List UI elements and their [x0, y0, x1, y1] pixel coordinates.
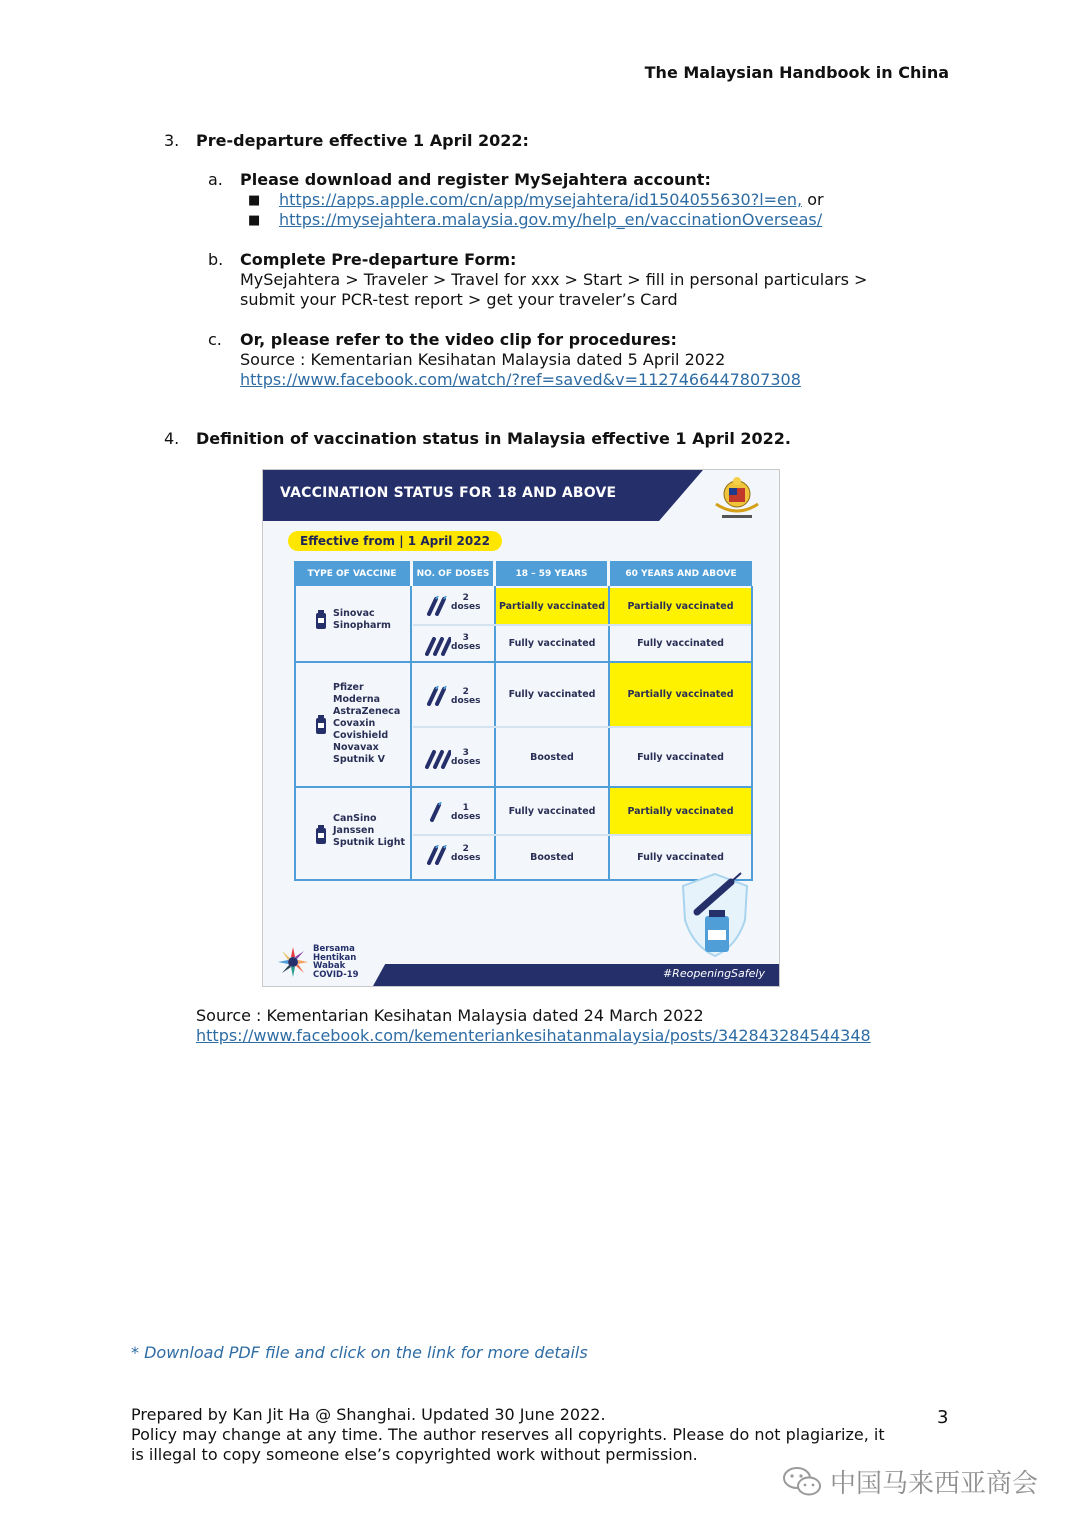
- item-a-letter: a.: [208, 170, 223, 189]
- status-g2-r1-60plus: Partially vaccinated: [610, 663, 751, 726]
- bullet-2: [279, 210, 822, 230]
- vaccine-vial-icon: [315, 825, 327, 845]
- vaccine-group-3: [333, 813, 405, 849]
- status-g2-r2-18-59: Boosted: [496, 728, 608, 786]
- dose-word: doses: [451, 853, 481, 863]
- wechat-icon: [782, 1465, 822, 1497]
- shield-syringe-illustration-icon: [675, 868, 755, 960]
- vaccine-name: Sputnik Light: [333, 837, 406, 848]
- table-border-left: [294, 586, 296, 880]
- status-g1-r2-60plus: Fully vaccinated: [610, 626, 751, 661]
- section4-title: Definition of vaccination status in Malaysia effective 1 April 2022.: [196, 429, 791, 448]
- vaccine-vial-icon: [315, 610, 327, 630]
- footer-line: is illegal to copy someone else’s copyrighted work without permission.: [131, 1445, 698, 1464]
- vaccine-name: Pfizer: [333, 682, 364, 693]
- vaccine-group-1: [333, 608, 391, 632]
- syringe-icon-2: [427, 596, 449, 616]
- table-border-right: [751, 586, 753, 880]
- status-g1-r2-18-59: Fully vaccinated: [496, 626, 608, 661]
- status-g2-r2-60plus: Fully vaccinated: [610, 728, 751, 786]
- vaccine-vial-icon: [315, 715, 327, 735]
- campaign-line: Hentikan: [313, 952, 357, 963]
- col-type-of-vaccine: TYPE OF VACCINE: [294, 561, 410, 586]
- dose-count-g1-r1: [451, 594, 480, 612]
- malaysia-crest-icon: [708, 474, 766, 522]
- dose-number: 2: [462, 687, 469, 697]
- pill-divider: |: [399, 534, 408, 548]
- covid-campaign-logo-icon: [276, 945, 310, 979]
- vaccine-name: Janssen: [333, 825, 375, 836]
- syringe-icon-1: [429, 802, 443, 822]
- item-c-link-wrap: [240, 370, 801, 390]
- dose-number: 2: [462, 844, 469, 854]
- mysejahtera-help-link[interactable]: https://mysejahtera.malaysia.gov.my/help_en/vaccinationOverseas/: [279, 210, 823, 229]
- col-60-and-above: 60 YEARS AND ABOVE: [610, 561, 752, 586]
- syringe-icon-3: [425, 749, 451, 769]
- campaign-line: Bersama: [313, 944, 355, 954]
- vaccine-name: Moderna: [333, 694, 381, 705]
- page-number: 3: [937, 1407, 949, 1428]
- item-b-letter: b.: [208, 250, 224, 269]
- bullet-marker: ■: [248, 193, 261, 208]
- table-col-divider: [410, 586, 412, 880]
- bullet-marker: ■: [248, 213, 261, 228]
- status-g3-r2-18-59: Boosted: [496, 836, 608, 879]
- effective-date: 1 April 2022: [407, 534, 490, 548]
- campaign-line: COVID-19: [313, 969, 359, 980]
- section3-title: Pre-departure effective 1 April 2022:: [196, 131, 529, 150]
- syringe-icon-2: [427, 845, 449, 865]
- facebook-video-link[interactable]: https://www.facebook.com/watch/?ref=saved&v=1127466447807308: [240, 370, 801, 389]
- status-g3-r2-60plus: Fully vaccinated: [610, 836, 751, 879]
- item-b-line2: submit your PCR-test report > get your traveler’s Card: [240, 290, 678, 309]
- moh-facebook-post-link[interactable]: https://www.facebook.com/kementeriankesihatanmalaysia/posts/342843284544348: [196, 1026, 871, 1045]
- footer-line: Prepared by Kan Jit Ha @ Shanghai. Updated 30 June 2022.: [131, 1405, 606, 1424]
- dose-word: doses: [451, 757, 481, 767]
- status-g1-r1-18-59: Partially vaccinated: [496, 588, 608, 624]
- status-g1-r1-60plus: Partially vaccinated: [610, 588, 751, 624]
- dose-word: doses: [451, 642, 481, 652]
- bullet-1-suffix: or: [802, 190, 824, 209]
- vaccine-name: AstraZeneca: [333, 706, 401, 717]
- vaccine-name: CanSino: [333, 813, 377, 824]
- section4-source: Source : Kementarian Kesihatan Malaysia dated 24 March 2022: [196, 1006, 704, 1025]
- dose-count-g3-r1: [451, 804, 480, 822]
- syringe-icon-2: [427, 686, 449, 706]
- col-no-of-doses: NO. OF DOSES: [413, 561, 493, 586]
- dose-word: doses: [451, 812, 481, 822]
- apple-app-link[interactable]: https://apps.apple.com/cn/app/mysejahtera/id1504055630?l=en,: [279, 190, 803, 209]
- item-b-line1: MySejahtera > Traveler > Travel for xxx > Start > fill in personal particulars >: [240, 270, 868, 289]
- dose-count-g2-r2: [451, 749, 480, 767]
- col-18-59-years: 18 – 59 YEARS: [496, 561, 607, 586]
- dose-count-g3-r2: [451, 845, 480, 863]
- footer-text: [131, 1405, 885, 1465]
- campaign-line: Wabak: [313, 961, 346, 971]
- dose-word: doses: [451, 696, 481, 706]
- dose-number: 2: [462, 593, 469, 603]
- vaccine-name: Covaxin: [333, 718, 376, 729]
- effective-label: Effective from: [300, 534, 396, 548]
- vaccine-name: Sputnik V: [333, 754, 385, 765]
- vaccine-name: Sinovac: [333, 608, 375, 619]
- effective-date-pill: [288, 531, 502, 551]
- infographic-title: VACCINATION STATUS FOR 18 AND ABOVE: [280, 485, 617, 501]
- vaccine-name: Covishield: [333, 730, 389, 741]
- dose-count-g1-r2: [451, 634, 480, 652]
- download-note: * Download PDF file and click on the link for more details: [131, 1343, 588, 1362]
- section4-link-wrap: [196, 1026, 871, 1046]
- status-g3-r1-18-59: Fully vaccinated: [496, 788, 608, 834]
- page-header-title: The Malaysian Handbook in China: [644, 63, 949, 82]
- item-c-letter: c.: [208, 330, 222, 349]
- watermark-text: 中国马来西亚商会: [830, 1469, 1039, 1499]
- vaccine-name: Novavax: [333, 742, 379, 753]
- campaign-text: [313, 945, 359, 979]
- dose-count-g2-r1: [451, 688, 480, 706]
- dose-number: 3: [462, 633, 469, 643]
- vaccination-status-infographic: [262, 469, 780, 987]
- dose-number: 1: [462, 803, 469, 813]
- dose-word: doses: [451, 602, 481, 612]
- section3-number: 3.: [164, 131, 180, 150]
- vaccine-name: Sinopharm: [333, 620, 391, 631]
- syringe-icon-3: [425, 636, 451, 656]
- status-g3-r1-60plus: Partially vaccinated: [610, 788, 751, 834]
- item-c-title: Or, please refer to the video clip for procedures:: [240, 330, 677, 349]
- hashtag: #ReopeningSafely: [662, 967, 765, 980]
- bullet-1: [279, 190, 824, 210]
- item-b-title: Complete Pre-departure Form:: [240, 250, 517, 269]
- item-c-source: Source : Kementarian Kesihatan Malaysia dated 5 April 2022: [240, 350, 726, 369]
- footer-line: Policy may change at any time. The author reserves all copyrights. Please do not plagiarize, it: [131, 1425, 885, 1444]
- section4-number: 4.: [164, 429, 180, 448]
- status-g2-r1-18-59: Fully vaccinated: [496, 663, 608, 726]
- item-a-title: Please download and register MySejahtera account:: [240, 170, 711, 189]
- dose-number: 3: [462, 748, 469, 758]
- vaccine-group-2: [333, 682, 400, 766]
